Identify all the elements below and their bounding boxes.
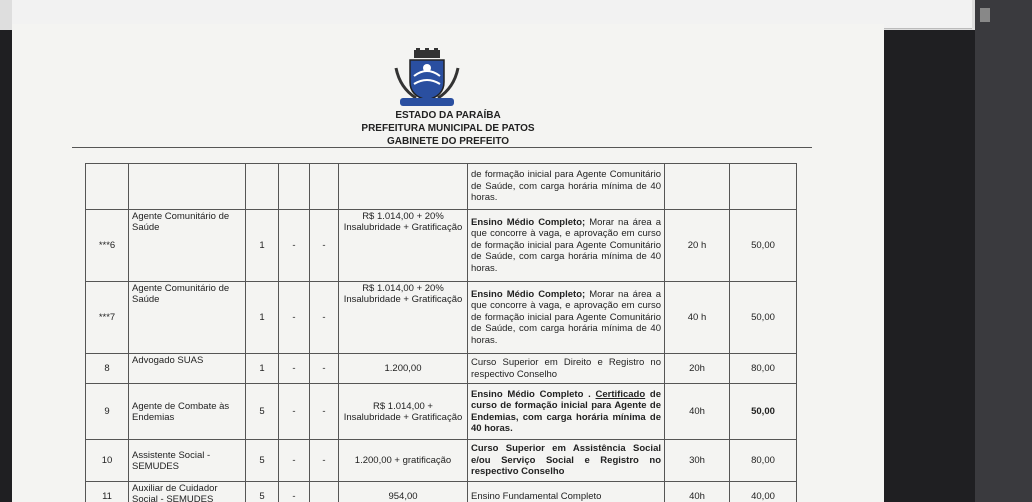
dash-cell: - <box>279 482 310 502</box>
dash-cell: - <box>310 282 339 354</box>
scrollbar-thumb[interactable] <box>980 8 990 22</box>
requirements-cell <box>468 282 665 354</box>
salary-cell: 1.200,00 <box>339 354 468 384</box>
dash-cell: - <box>279 384 310 440</box>
side-panel <box>975 0 1032 502</box>
salary-cell <box>339 282 468 354</box>
requirements-cell <box>468 210 665 282</box>
dash-cell: - <box>279 440 310 482</box>
table-row <box>86 384 797 440</box>
workload: 20 h <box>665 210 730 282</box>
position-name: Auxiliar de Cuidador Social - SEMUDES <box>129 482 246 502</box>
dash-cell: - <box>279 210 310 282</box>
office-title: GABINETE DO PREFEITO <box>386 136 510 147</box>
table-row <box>86 210 797 282</box>
dash-cell: - <box>279 354 310 384</box>
position-name: Agente Comunitário de Saúde <box>129 282 246 354</box>
workload: 40h <box>665 384 730 440</box>
requirement-emphasis: Ensino Médio Completo; <box>471 216 586 228</box>
salary-line: R$ 1.014,00 + 20% <box>362 211 444 222</box>
header-divider <box>72 147 812 148</box>
dash-cell: - <box>310 440 339 482</box>
workload: 40h <box>665 482 730 502</box>
table-row <box>86 164 797 210</box>
table-row <box>86 282 797 354</box>
requirement-text: Morar na área a que concorre à vaga, e aprovação em curso de formação inicial para Agente Comunitário de Saúde, com carga horária mínima de 40 horas. <box>471 216 662 274</box>
salary-cell: 954,00 <box>339 482 468 502</box>
vacancies: 5 <box>246 482 279 502</box>
fee: 40,00 <box>730 482 797 502</box>
workload: 30h <box>665 440 730 482</box>
requirement-text: Morar na área a que concorre à vaga, e aprovação em curso de formação inicial para Agente Comunitário de Saúde, com carga horária mínima de 40 horas. <box>471 288 662 346</box>
requirement-emphasis: Ensino Médio Completo; <box>471 288 586 300</box>
fee: 50,00 <box>730 384 797 440</box>
table-row <box>86 482 797 502</box>
vacancies: 1 <box>246 354 279 384</box>
municipal-coat-of-arms-icon <box>392 48 462 110</box>
workload: 40 h <box>665 282 730 354</box>
vacancies: 1 <box>246 210 279 282</box>
vacancies: 5 <box>246 440 279 482</box>
table-row <box>86 440 797 482</box>
vacancies: 5 <box>246 384 279 440</box>
row-number: ***6 <box>86 210 129 282</box>
positions-table <box>85 163 797 502</box>
state-title: ESTADO DA PARAÍBA <box>395 110 501 121</box>
requirements-cell: Curso Superior em Direito e Registro no respectivo Conselho <box>468 354 665 384</box>
requirements-cell: de formação inicial para Agente Comunitário de Saúde, com carga horária mínima de 40 horas. <box>468 164 665 210</box>
workload: 20h <box>665 354 730 384</box>
position-name: Assistente Social - SEMUDES <box>129 440 246 482</box>
position-name: Advogado SUAS <box>129 354 246 384</box>
position-name: Agente Comunitário de Saúde <box>129 210 246 282</box>
salary-cell <box>339 210 468 282</box>
fee: 80,00 <box>730 440 797 482</box>
salary-line: Insalubridade + Gratificação <box>343 294 463 305</box>
city-hall-title: PREFEITURA MUNICIPAL DE PATOS <box>361 123 535 134</box>
dash-cell: - <box>279 282 310 354</box>
requirement-underlined: Certificado <box>595 388 646 400</box>
requirement-text: Ensino Médio Completo . <box>471 388 596 400</box>
dash-cell: - <box>310 354 339 384</box>
dash-cell: - <box>310 210 339 282</box>
row-number: ***7 <box>86 282 129 354</box>
salary-line: R$ 1.014,00 + 20% <box>362 283 444 294</box>
fee: 50,00 <box>730 282 797 354</box>
position-name: Agente de Combate às Endemias <box>129 384 246 440</box>
requirement-text: de curso de formação inicial para Agente de Endemias, com carga horária mínima de 40 horas. <box>471 388 661 434</box>
salary-cell <box>339 384 468 440</box>
row-number: 11 <box>86 482 129 502</box>
dash-cell: - <box>310 384 339 440</box>
vacancies: 1 <box>246 282 279 354</box>
row-number: 10 <box>86 440 129 482</box>
requirements-cell: Curso Superior em Assistência Social e/ou Serviço Social e Registro no respectivo Conselho <box>468 440 665 482</box>
salary-line: R$ 1.014,00 + <box>373 400 433 412</box>
salary-line: Insalubridade + Gratificação <box>343 222 463 233</box>
requirements-cell: Ensino Fundamental Completo <box>468 482 665 502</box>
table-row <box>86 354 797 384</box>
fee: 50,00 <box>730 210 797 282</box>
fee: 80,00 <box>730 354 797 384</box>
salary-cell: 1.200,00 + gratificação <box>339 440 468 482</box>
row-number: 9 <box>86 384 129 440</box>
requirements-cell <box>468 384 665 440</box>
document-page <box>12 24 884 502</box>
row-number: 8 <box>86 354 129 384</box>
salary-line: Insalubridade + Gratificação <box>343 411 463 423</box>
